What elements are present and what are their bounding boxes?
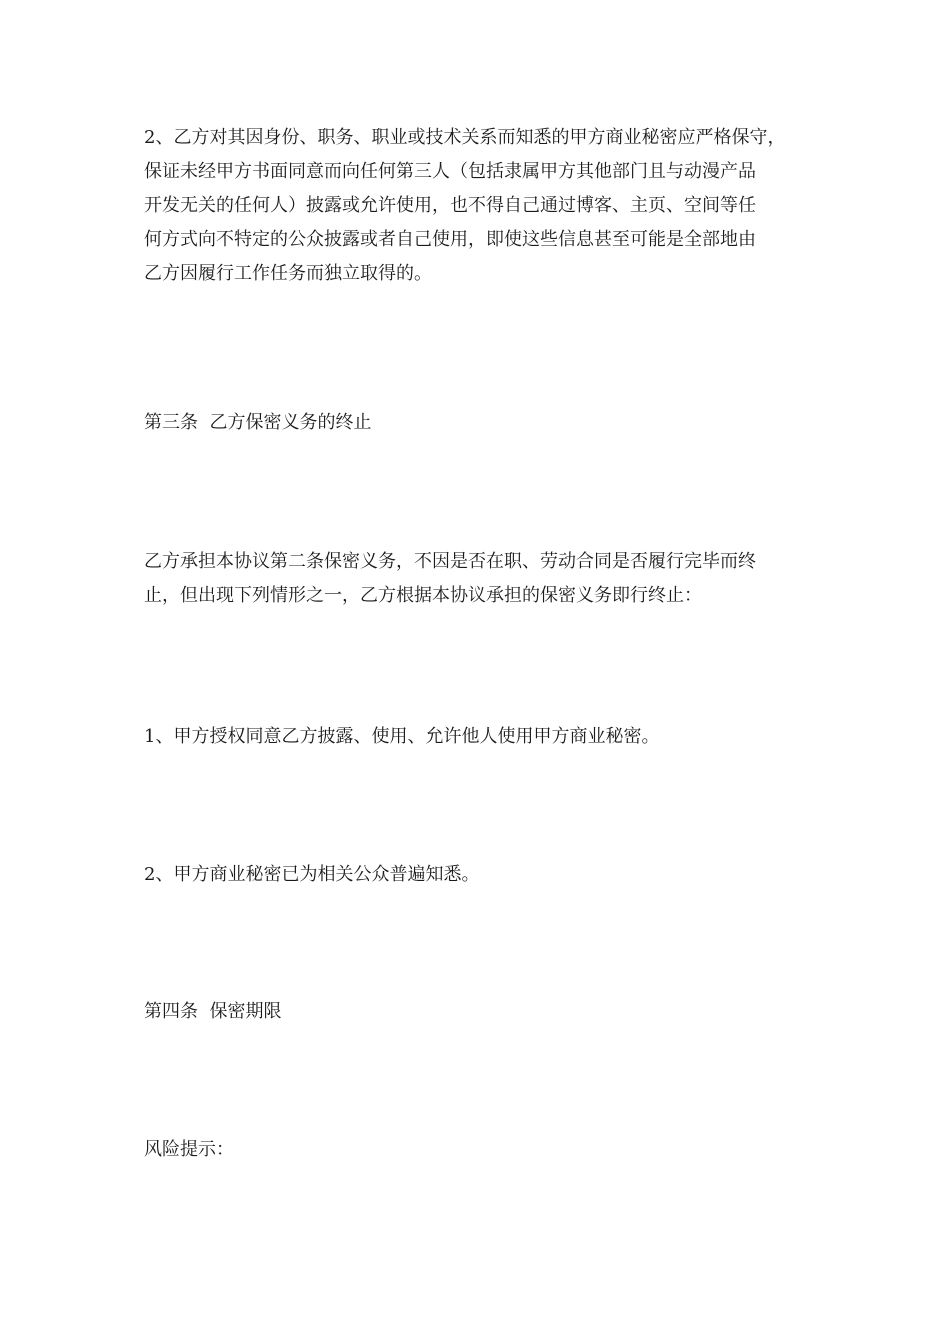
article-3-item-2: 2、甲方商业秘密已为相关公众普遍知悉。: [144, 864, 480, 885]
paragraph-line: 止，但出现下列情形之一，乙方根据本协议承担的保密义务即行终止：: [144, 585, 702, 606]
article-3-item-1: 1、甲方授权同意乙方披露、使用、允许他人使用甲方商业秘密。: [144, 726, 660, 747]
risk-notice-label: 风险提示：: [144, 1139, 234, 1160]
paragraph-line: 开发无关的任何人）披露或允许使用，也不得自己通过博客、主页、空间等任: [144, 195, 756, 216]
paragraph-line: 乙方承担本协议第二条保密义务，不因是否在职、劳动合同是否履行完毕而终: [144, 551, 756, 572]
article-4-heading: 第四条 保密期限: [144, 1001, 282, 1022]
paragraph-confidentiality-clause-2: [144, 121, 804, 291]
article-3-heading: 第三条 乙方保密义务的终止: [144, 412, 372, 433]
article-3-paragraph: [144, 545, 804, 613]
paragraph-line: 保证未经甲方书面同意而向任何第三人（包括隶属甲方其他部门且与动漫产品: [144, 161, 756, 182]
paragraph-line: 2、乙方对其因身份、职务、职业或技术关系而知悉的甲方商业秘密应严格保守，: [144, 127, 786, 148]
paragraph-line: 何方式向不特定的公众披露或者自己使用，即使这些信息甚至可能是全部地由: [144, 229, 756, 250]
paragraph-line: 乙方因履行工作任务而独立取得的。: [144, 263, 432, 284]
